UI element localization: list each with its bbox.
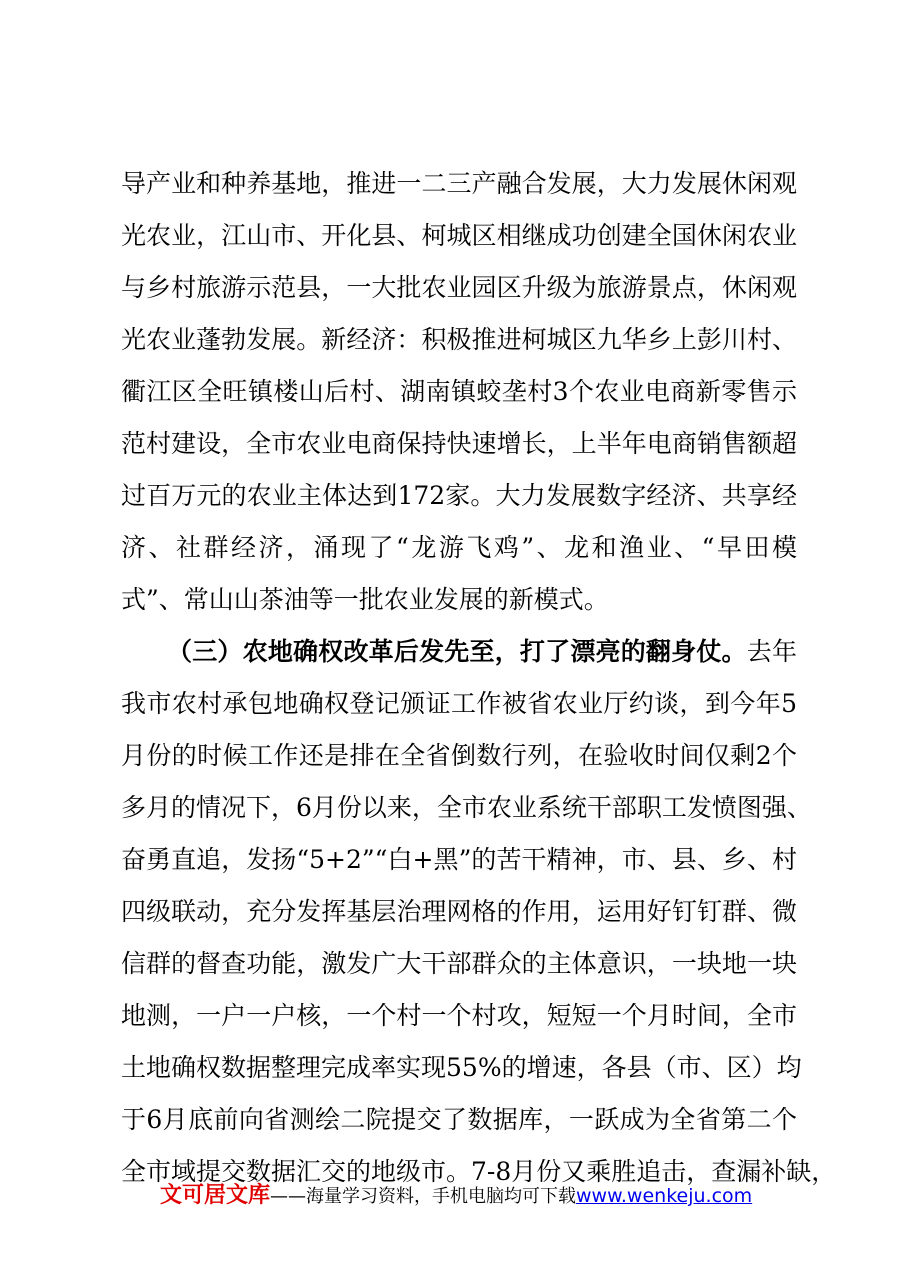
paragraph-line: 我市农村承包地确权登记颁证工作被省农业厅约谈，到今年5	[121, 689, 797, 718]
paragraph-line: 光农业蓬勃发展。新经济：积极推进柯城区九华乡上彭川村、	[121, 325, 797, 354]
paragraph-line: 全市域提交数据汇交的地级市。7-8月份又乘胜追击，查漏补缺，	[121, 1157, 837, 1186]
footer-website-link[interactable]: www.wenkeju.com	[576, 1185, 753, 1207]
paragraph-line: 信群的督查功能，激发广大干部群众的主体意识，一块地一块	[121, 949, 797, 978]
paragraph-line: 地测，一户一户核，一个村一个村攻，短短一个月时间，全市	[121, 1001, 797, 1030]
paragraph-line: 衢江区全旺镇楼山后村、湖南镇蛟垄村3个农业电商新零售示	[121, 377, 797, 406]
paragraph-line: 于6月底前向省测绘二院提交了数据库，一跃成为全省第二个	[121, 1105, 797, 1134]
paragraph-line: 范村建设，全市农业电商保持快速增长，上半年电商销售额超	[121, 429, 797, 458]
section-first-line-tail: 去年	[746, 637, 797, 666]
paragraph-line: 光农业，江山市、开化县、柯城区相继成功创建全国休闲农业	[121, 221, 797, 250]
paragraph-line: 导产业和种养基地，推进一二三产融合发展，大力发展休闲观	[121, 169, 797, 198]
footer-banner	[160, 1180, 752, 1212]
footer-brand: 文可居文库	[160, 1183, 271, 1208]
paragraph-line: 月份的时候工作还是排在全省倒数行列，在验收时间仅剩2个	[121, 741, 797, 770]
section-heading: （三）农地确权改革后发先至，打了漂亮的翻身仗。	[167, 637, 747, 666]
document-body	[121, 158, 837, 1198]
paragraph-line: 四级联动，充分发挥基层治理网格的作用，运用好钉钉群、微	[121, 897, 797, 926]
paragraph-line: 多月的情况下，6月份以来，全市农业系统干部职工发愤图强、	[121, 793, 812, 822]
paragraph-line: 与乡村旅游示范县，一大批农业园区升级为旅游景点，休闲观	[121, 273, 797, 302]
paragraph-line: 过百万元的农业主体达到172家。大力发展数字经济、共享经	[121, 481, 797, 510]
paragraph-line: 济、社群经济，涌现了“龙游飞鸡”、龙和渔业、“早田模	[121, 533, 797, 562]
paragraph-line: 土地确权数据整理完成率实现55%的增速，各县（市、区）均	[121, 1053, 802, 1082]
section-heading-line	[121, 626, 797, 678]
paragraph-line: 奋勇直追，发扬“5+2”“白+黑”的苦干精神，市、县、乡、村	[121, 845, 797, 874]
footer-tagline: ——海量学习资料，手机电脑均可下载	[270, 1186, 577, 1207]
paragraph-line: 式”、常山山茶油等一批农业发展的新模式。	[121, 585, 609, 614]
